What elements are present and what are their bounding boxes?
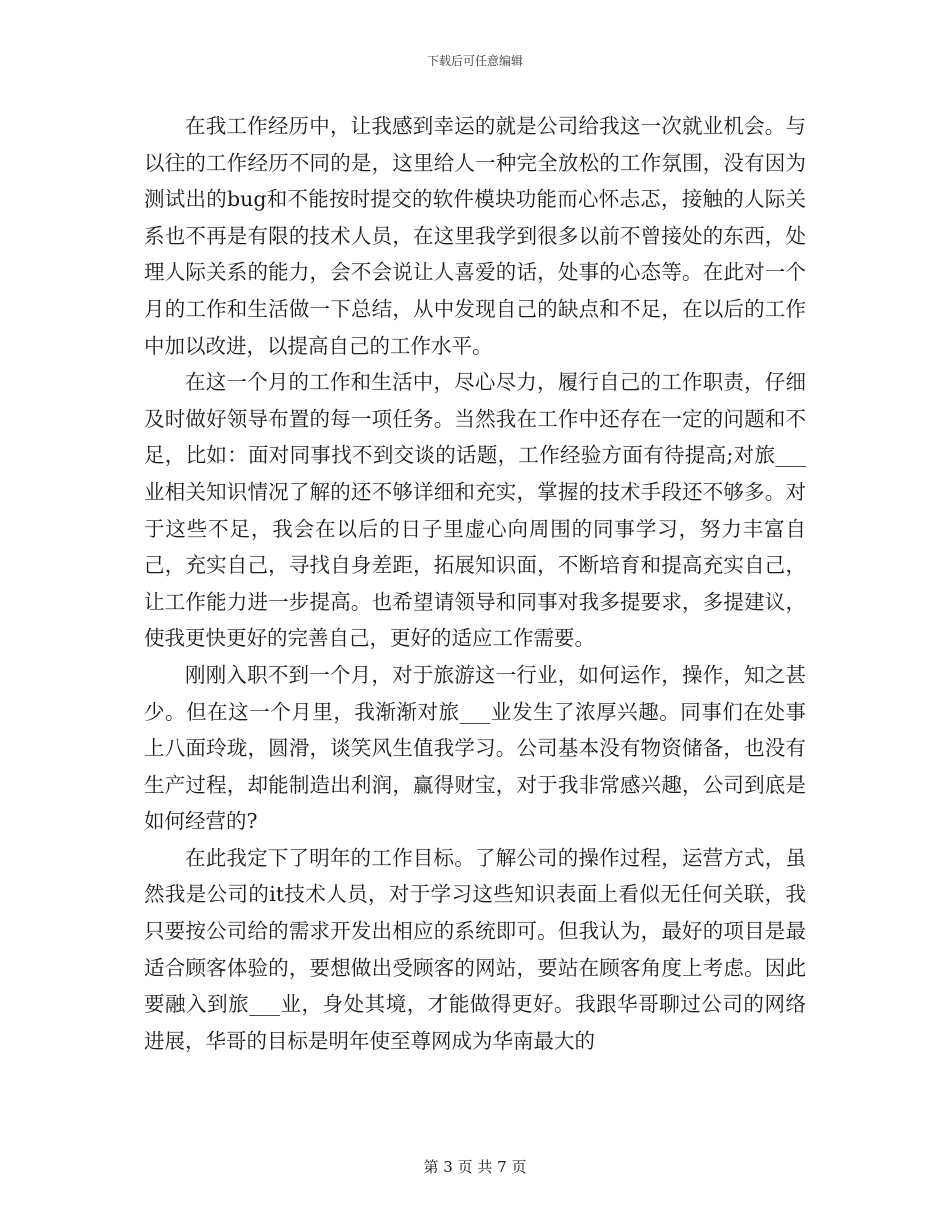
paragraph-3: 刚刚入职不到一个月，对于旅游这一行业，如何运作，操作，知之甚少。但在这一个月里，我渐渐对旅___业发生了浓厚兴趣。同事们在处事上八面玲珑，圆滑，谈笑风生值我学习。公司基本没有物资储备，也没有生产过程，却能制造出利润，赢得财宝，对于我非常感兴趣，公司到底是如何经营的? bbox=[144, 662, 806, 834]
paragraph-1: 在我工作经历中，让我感到幸运的就是公司给我这一次就业机会。与以往的工作经历不同的是，这里给人一种完全放松的工作氛围，没有因为测试出的bug和不能按时提交的软件模块功能而心怀忐忑，接触的人际关系也不再是有限的技术人员，在这里我学到很多以前不曾接处的东西，处理人际关系的能力，会不会说让人喜爱的话，处事的心态等。在此对一个月的工作和生活做一下总结，从中发现自己的缺点和不足，在以后的工作中加以改进，以提高自己的工作水平。 bbox=[144, 114, 806, 358]
page-header: 下载后可任意编辑 bbox=[426, 54, 523, 68]
page-number-footer: 第 3 页 共 7 页 bbox=[423, 1158, 527, 1176]
document-body bbox=[144, 108, 806, 1059]
paragraph-2: 在这一个月的工作和生活中，尽心尽力，履行自己的工作职责，仔细及时做好领导布置的每一项任务。当然我在工作中还存在一定的问题和不足，比如：面对同事找不到交谈的话题，工作经验方面有待提高;对旅___业相关知识情况了解的还不够详细和充实，掌握的技术手段还不够多。对于这些不足，我会在以后的日子里虚心向周围的同事学习，努力丰富自己，充实自己，寻找自身差距，拓展知识面，不断培育和提高充实自己，让工作能力进一步提高。也希望请领导和同事对我多提要求，多提建议，使我更快更好的完善自己，更好的适应工作需要。 bbox=[144, 370, 806, 651]
paragraph-4: 在此我定下了明年的工作目标。了解公司的操作过程，运营方式，虽然我是公司的it技术人员，对于学习这些知识表面上看似无任何关联，我只要按公司给的需求开发出相应的系统即可。但我认为，最好的项目是最适合顾客体验的，要想做出受顾客的网站，要站在顾客角度上考虑。因此要融入到旅___业，身处其境，才能做得更好。我跟华哥聊过公司的网络进展，华哥的目标是明年使至尊网成为华南最大的 bbox=[144, 845, 806, 1053]
